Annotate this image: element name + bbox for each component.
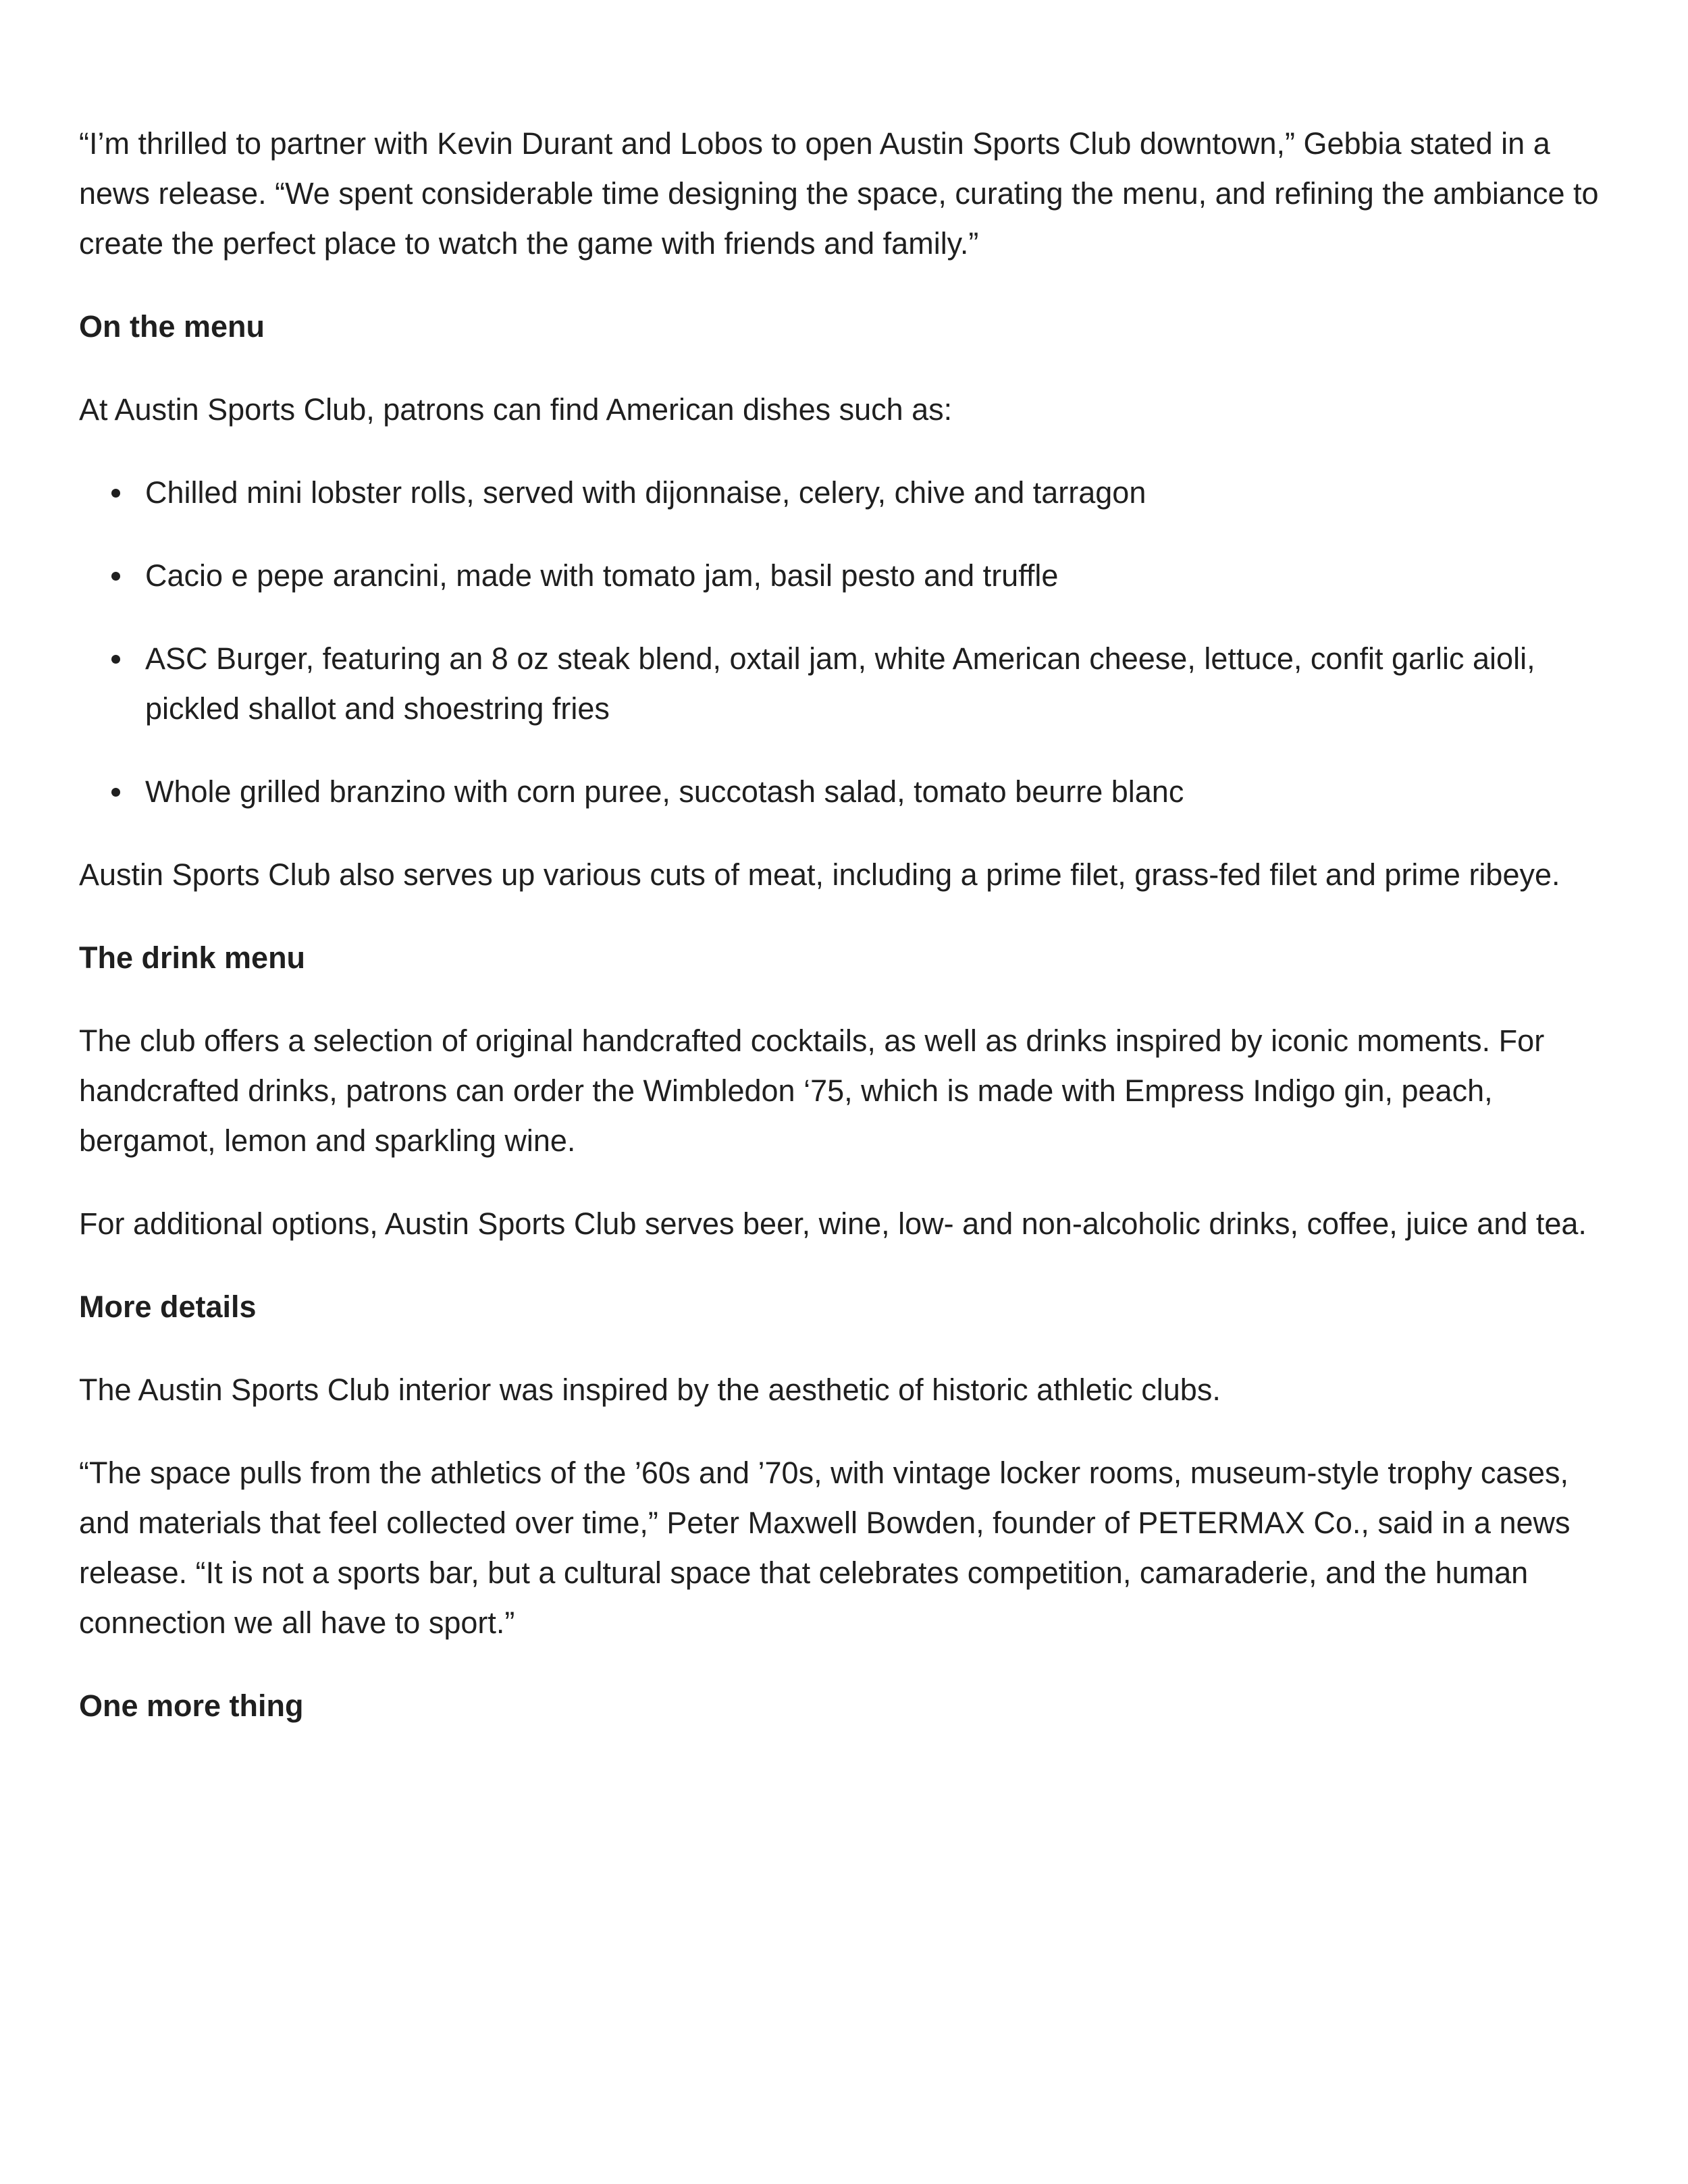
- menu-items-list: [79, 468, 1612, 817]
- interior-paragraph: The Austin Sports Club interior was inspired by the aesthetic of historic athletic clubs.: [79, 1373, 1221, 1407]
- section-heading-details: More details: [79, 1289, 257, 1324]
- menu-intro-paragraph: At Austin Sports Club, patrons can find American dishes such as:: [79, 392, 953, 427]
- section-heading-one-more-thing: One more thing: [79, 1688, 304, 1723]
- list-item: [79, 468, 1612, 518]
- section-heading-menu: On the menu: [79, 309, 265, 344]
- list-item-text: Whole grilled branzino with corn puree, succotash salad, tomato beurre blanc: [145, 774, 1184, 809]
- drink-menu-paragraph: The club offers a selection of original handcrafted cocktails, as well as drinks inspired by iconic moments. For handcrafted drinks, patrons can order the Wimbledon ‘75, which is made with Empress Indigo gin, peach, bergamot, lemon and sparkling wine.: [79, 1023, 1545, 1158]
- meat-cuts-paragraph: Austin Sports Club also serves up various cuts of meat, including a prime filet, grass-fed filet and prime ribeye.: [79, 857, 1560, 892]
- list-item: [79, 767, 1612, 817]
- bullet-icon: [111, 788, 120, 797]
- article-body: [79, 119, 1612, 1764]
- list-item-text: Chilled mini lobster rolls, served with dijonnaise, celery, chive and tarragon: [145, 475, 1146, 510]
- bullet-icon: [111, 572, 120, 581]
- intro-quote-paragraph: “I’m thrilled to partner with Kevin Durant and Lobos to open Austin Sports Club downtown,” Gebbia stated in a news release. “We spent considerable time designing the space, curating the menu, and refining the ambiance to create the perfect place to watch the game with friends and family.”: [79, 126, 1599, 261]
- bullet-icon: [111, 655, 120, 664]
- list-item-text: Cacio e pepe arancini, made with tomato jam, basil pesto and truffle: [145, 558, 1059, 593]
- list-item: [79, 634, 1612, 734]
- additional-options-paragraph: For additional options, Austin Sports Club serves beer, wine, low- and non-alcoholic drinks, coffee, juice and tea.: [79, 1206, 1587, 1241]
- list-item: [79, 551, 1612, 601]
- section-heading-drinks: The drink menu: [79, 940, 306, 975]
- bullet-icon: [111, 489, 120, 498]
- designer-quote-paragraph: “The space pulls from the athletics of the ’60s and ’70s, with vintage locker rooms, museum-style trophy cases, and materials that feel collected over time,” Peter Maxwell Bowden, founder of PETERMAX Co., said in a news release. “It is not a sports bar, but a cultural space that celebrates competition, camaraderie, and the human connection we all have to sport.”: [79, 1456, 1571, 1640]
- list-item-text: ASC Burger, featuring an 8 oz steak blend, oxtail jam, white American cheese, lettuce, confit garlic aioli, pickled shallot and shoestring fries: [145, 641, 1535, 726]
